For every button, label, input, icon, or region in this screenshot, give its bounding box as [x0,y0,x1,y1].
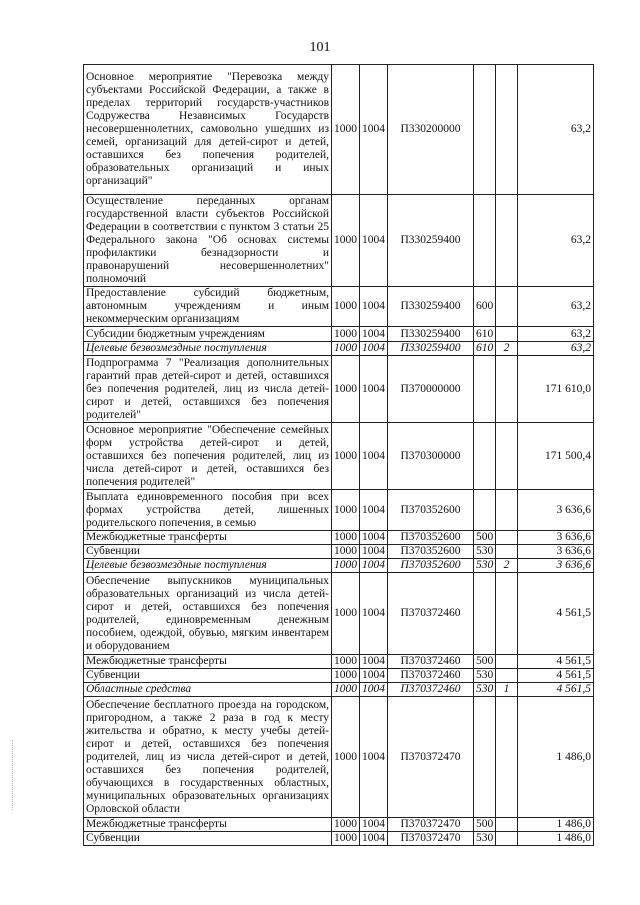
table-row [84,195,594,287]
amount-cell: 63,2 [518,65,594,195]
row-name-cell: Целевые безвозмездные поступления [84,559,332,573]
expense-type-cell: 530 [474,832,496,846]
margin-mark [12,740,15,810]
subsection-code-cell: 1004 [360,559,388,573]
funding-source-cell [496,545,518,559]
subsection-code-cell: 1004 [360,655,388,669]
section-code-cell: 1000 [332,195,360,287]
section-code-cell: 1000 [332,287,360,327]
section-code-cell: 1000 [332,573,360,655]
subsection-code-cell: 1004 [360,195,388,287]
budget-table-body [84,65,594,846]
table-row [84,697,594,818]
table-row [84,531,594,545]
section-code-cell: 1000 [332,65,360,195]
row-name-cell: Межбюджетные трансферты [84,655,332,669]
target-article-cell: П370372470 [388,697,474,818]
funding-source-cell [496,356,518,423]
section-code-cell: 1000 [332,818,360,832]
expense-type-cell: 530 [474,669,496,683]
row-name-cell: Обеспечение бесплатного проезда на городском, пригородном, а также 2 раза в год к месту жительства и обратно, к месту учебы детей-сирот и детей, оставшихся без попечения родителей, лиц из числа детей-сирот и детей, оставшихся без попечения родителей, обучающихся в государственных областных, муниципальных образовательных организациях Орловской области [84,697,332,818]
table-row [84,683,594,697]
amount-cell: 1 486,0 [518,832,594,846]
expense-type-cell [474,490,496,531]
target-article-cell: П370372460 [388,573,474,655]
subsection-code-cell: 1004 [360,423,388,490]
table-row [84,832,594,846]
expense-type-cell: 600 [474,287,496,327]
funding-source-cell [496,669,518,683]
amount-cell: 3 636,6 [518,490,594,531]
subsection-code-cell: 1004 [360,356,388,423]
table-row [84,573,594,655]
section-code-cell: 1000 [332,356,360,423]
target-article-cell: П330259400 [388,287,474,327]
amount-cell: 4 561,5 [518,683,594,697]
funding-source-cell [496,655,518,669]
section-code-cell: 1000 [332,832,360,846]
page-number: 101 [309,40,331,55]
amount-cell: 4 561,5 [518,655,594,669]
row-name-cell: Субвенции [84,832,332,846]
target-article-cell: П370000000 [388,356,474,423]
amount-cell: 1 486,0 [518,818,594,832]
amount-cell: 1 486,0 [518,697,594,818]
table-row [84,423,594,490]
table-row [84,559,594,573]
section-code-cell: 1000 [332,669,360,683]
subsection-code-cell: 1004 [360,342,388,356]
row-name-cell: Предоставление субсидий бюджетным, автономным учреждениям и иным некоммерческим организациям [84,287,332,327]
subsection-code-cell: 1004 [360,490,388,531]
row-name-cell: Субвенции [84,545,332,559]
target-article-cell: П370352600 [388,490,474,531]
row-name-cell: Субвенции [84,669,332,683]
target-article-cell: П370372470 [388,832,474,846]
row-name-cell: Основное мероприятие "Обеспечение семейных форм устройства детей-сирот и детей, оставшихся без попечения родителей, лиц из числа детей-сирот и детей, оставшихся без попечения родителей" [84,423,332,490]
table-row [84,287,594,327]
target-article-cell: П330200000 [388,65,474,195]
expense-type-cell [474,573,496,655]
expense-type-cell: 610 [474,327,496,342]
section-code-cell: 1000 [332,655,360,669]
section-code-cell: 1000 [332,342,360,356]
funding-source-cell [496,697,518,818]
subsection-code-cell: 1004 [360,545,388,559]
target-article-cell: П370372460 [388,655,474,669]
funding-source-cell [496,531,518,545]
table-row [84,342,594,356]
row-name-cell: Целевые безвозмездные поступления [84,342,332,356]
table-row [84,545,594,559]
amount-cell: 4 561,5 [518,669,594,683]
subsection-code-cell: 1004 [360,832,388,846]
section-code-cell: 1000 [332,531,360,545]
subsection-code-cell: 1004 [360,818,388,832]
table-row [84,669,594,683]
target-article-cell: П370372460 [388,683,474,697]
expense-type-cell: 500 [474,655,496,669]
amount-cell: 3 636,6 [518,531,594,545]
amount-cell: 63,2 [518,327,594,342]
expense-type-cell [474,423,496,490]
amount-cell: 63,2 [518,342,594,356]
funding-source-cell [496,818,518,832]
section-code-cell: 1000 [332,683,360,697]
budget-table [83,64,594,846]
table-row [84,655,594,669]
subsection-code-cell: 1004 [360,531,388,545]
row-name-cell: Осуществление переданных органам государственной власти субъектов Российской Федерации в соответствии с пунктом 3 статьи 25 Федерального закона "Об основах системы профилактики безнадзорности и правонарушений несовершеннолетних" полномочий [84,195,332,287]
subsection-code-cell: 1004 [360,65,388,195]
funding-source-cell: 2 [496,342,518,356]
funding-source-cell: 2 [496,559,518,573]
target-article-cell: П370352600 [388,559,474,573]
target-article-cell: П330259400 [388,327,474,342]
funding-source-cell [496,65,518,195]
section-code-cell: 1000 [332,490,360,531]
subsection-code-cell: 1004 [360,669,388,683]
section-code-cell: 1000 [332,327,360,342]
row-name-cell: Областные средства [84,683,332,697]
row-name-cell: Обеспечение выпускников муниципальных образовательных организаций из числа детей-сирот и детей, оставшихся без попечения родителей, единовременным денежным пособием, одеждой, обувью, мягким инвентарем и оборудованием [84,573,332,655]
expense-type-cell [474,195,496,287]
target-article-cell: П370300000 [388,423,474,490]
table-row [84,818,594,832]
expense-type-cell: 500 [474,818,496,832]
row-name-cell: Субсидии бюджетным учреждениям [84,327,332,342]
section-code-cell: 1000 [332,423,360,490]
target-article-cell: П370352600 [388,545,474,559]
funding-source-cell [496,287,518,327]
section-code-cell: 1000 [332,545,360,559]
subsection-code-cell: 1004 [360,327,388,342]
table-row [84,327,594,342]
expense-type-cell [474,65,496,195]
expense-type-cell: 530 [474,683,496,697]
target-article-cell: П370372460 [388,669,474,683]
funding-source-cell [496,195,518,287]
target-article-cell: П330259400 [388,342,474,356]
section-code-cell: 1000 [332,559,360,573]
amount-cell: 3 636,6 [518,559,594,573]
funding-source-cell [496,490,518,531]
section-code-cell: 1000 [332,697,360,818]
expense-type-cell: 500 [474,531,496,545]
amount-cell: 171 500,4 [518,423,594,490]
row-name-cell: Выплата единовременного пособия при всех формах устройства детей, лишенных родительского попечения, в семью [84,490,332,531]
funding-source-cell [496,832,518,846]
amount-cell: 171 610,0 [518,356,594,423]
target-article-cell: П370372470 [388,818,474,832]
expense-type-cell: 610 [474,342,496,356]
amount-cell: 4 561,5 [518,573,594,655]
target-article-cell: П370352600 [388,531,474,545]
expense-type-cell [474,697,496,818]
funding-source-cell [496,423,518,490]
amount-cell: 63,2 [518,287,594,327]
row-name-cell: Межбюджетные трансферты [84,818,332,832]
expense-type-cell: 530 [474,545,496,559]
expense-type-cell [474,356,496,423]
table-row [84,65,594,195]
amount-cell: 3 636,6 [518,545,594,559]
subsection-code-cell: 1004 [360,683,388,697]
row-name-cell: Основное мероприятие "Перевозка между субъектами Российской Федерации, а также в пределах территорий государств-участников Содружества Независимых Государств несовершеннолетних, самовольно ушедших из семей, организаций для детей-сирот и детей, оставшихся без попечения родителей, образовательных организаций и иных организаций" [84,65,332,195]
expense-type-cell: 530 [474,559,496,573]
row-name-cell: Межбюджетные трансферты [84,531,332,545]
funding-source-cell [496,573,518,655]
amount-cell: 63,2 [518,195,594,287]
subsection-code-cell: 1004 [360,287,388,327]
target-article-cell: П330259400 [388,195,474,287]
table-row [84,490,594,531]
subsection-code-cell: 1004 [360,573,388,655]
table-row [84,356,594,423]
subsection-code-cell: 1004 [360,697,388,818]
funding-source-cell: 1 [496,683,518,697]
row-name-cell: Подпрограмма 7 "Реализация дополнительных гарантий прав детей-сирот и детей, оставшихся без попечения родителей, лиц из числа детей-сирот и детей, оставшихся без попечения родителей" [84,356,332,423]
funding-source-cell [496,327,518,342]
